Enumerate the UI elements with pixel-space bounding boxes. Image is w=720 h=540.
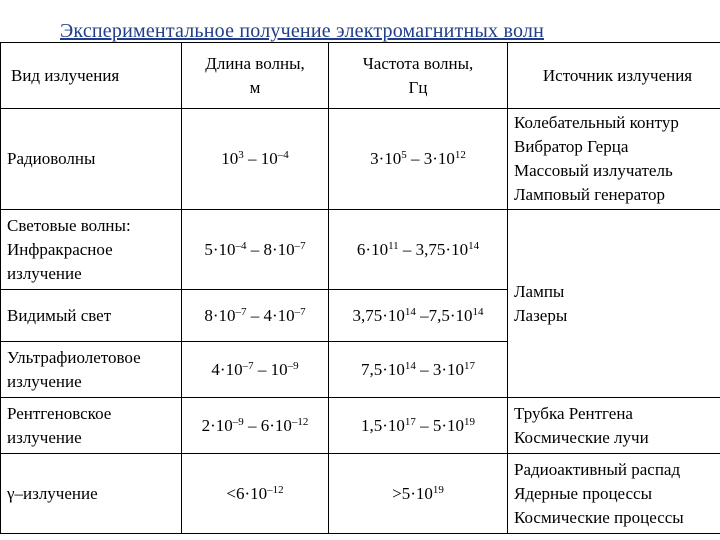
table-row xyxy=(1,398,720,454)
header-wavelength: Длина волны, м xyxy=(182,43,329,109)
cell-wavelength: $5\cdot 10^{-4} - 8\cdot 10^{-7}$ xyxy=(182,210,329,290)
header-type: Вид излучения xyxy=(1,43,182,109)
table-row xyxy=(1,109,720,210)
cell-wavelength: $8\cdot 10^{-7} - 4\cdot 10^{-7}$ xyxy=(182,290,329,342)
cell-source: Трубка Рентгена Космические лучи xyxy=(508,398,720,454)
table-row xyxy=(1,210,720,290)
cell-source: Колебательный контур Вибратор Герца Массовый излучатель Ламповый генератор xyxy=(508,109,720,210)
cell-frequency: $1,5\cdot 10^{17} - 5\cdot 10^{19}$ xyxy=(329,398,508,454)
cell-type: Световые волны: Инфракрасное излучение xyxy=(1,210,182,290)
radiation-table xyxy=(0,42,720,534)
cell-wavelength: $4\cdot 10^{-7} - 10^{-9}$ xyxy=(182,342,329,398)
cell-wavelength: $10^3 - 10^{-4}$ xyxy=(182,109,329,210)
table-header-row xyxy=(1,43,720,109)
table-row xyxy=(1,454,720,534)
header-frequency: Частота волны, Гц xyxy=(329,43,508,109)
cell-wavelength: $2\cdot 10^{-9} - 6\cdot 10^{-12}$ xyxy=(182,398,329,454)
cell-type: Рентгеновское излучение xyxy=(1,398,182,454)
header-source: Источник излучения xyxy=(508,43,720,109)
cell-frequency: $3\cdot 10^5 - 3\cdot 10^{12}$ xyxy=(329,109,508,210)
cell-frequency: $>5\cdot 10^{19}$ xyxy=(329,454,508,534)
cell-source: Радиоактивный распад Ядерные процессы Космические процессы xyxy=(508,454,720,534)
cell-frequency: $3,75\cdot 10^{14}$ $-7,5\cdot 10^{14}$ xyxy=(329,290,508,342)
cell-type: Видимый свет xyxy=(1,290,182,342)
cell-type: γ–излучение xyxy=(1,454,182,534)
cell-wavelength: $<6\cdot 10^{-12}$ xyxy=(182,454,329,534)
cell-frequency: $7,5\cdot 10^{14} - 3\cdot 10^{17}$ xyxy=(329,342,508,398)
cell-type: Радиоволны xyxy=(1,109,182,210)
page-title: Экспериментальное получение электромагнитных волн xyxy=(60,20,544,42)
cell-type: Ультрафиолетовое излучение xyxy=(1,342,182,398)
cell-frequency: $6\cdot 10^{11} - 3,75\cdot 10^{14}$ xyxy=(329,210,508,290)
cell-source-merged: Лампы Лазеры xyxy=(508,210,720,398)
